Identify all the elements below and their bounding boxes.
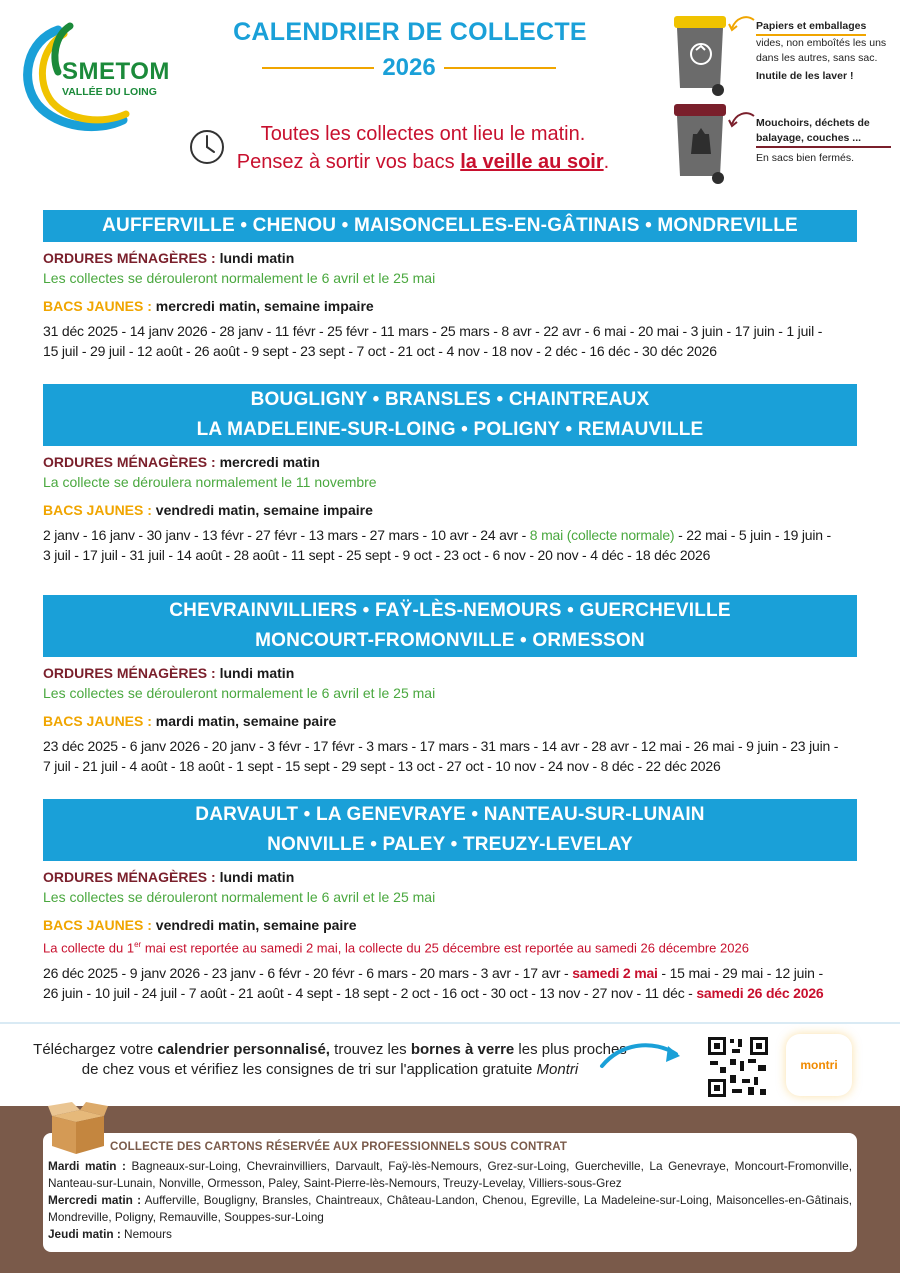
cardboard-wednesday bbox=[48, 1192, 852, 1226]
arrow-icon bbox=[728, 14, 756, 36]
app-promo-line-2 bbox=[30, 1060, 630, 1080]
bj-report-note bbox=[43, 935, 857, 958]
bj-schedule bbox=[43, 500, 857, 520]
om-note: La collecte se déroulera normalement le 11 novembre bbox=[43, 474, 377, 490]
yellow-bin-icon bbox=[672, 14, 730, 98]
bj-day: vendredi matin, semaine impaire bbox=[155, 502, 373, 518]
bj-dates bbox=[43, 736, 857, 776]
day-communes: Bagneaux-sur-Loing, Chevrainvilliers, Darvault, Faÿ-lès-Nemours, Grez-sur-Loing, Guercheville, La Genevraye, Moncourt-Fromonville, Nanteau-sur-Lunain, Nonville, Ormesson, Paley, Saint-Pierre-lès-Nemours, Treuzy-Levelay, Villiers-sous-Grez bbox=[48, 1159, 852, 1190]
promo-text: trouvez les bbox=[329, 1041, 411, 1058]
bj-schedule bbox=[43, 296, 857, 316]
zone-1 bbox=[43, 210, 857, 361]
dates-text: - 15 mai - 29 mai - 12 juin - bbox=[657, 965, 823, 982]
dates-line: 3 juil - 17 juil - 31 juil - 14 août - 28 août - 11 sept - 25 sept - 9 oct - 23 oct - 6 nov - 20 nov - 4 déc - 18 déc 2026 bbox=[43, 547, 711, 563]
communes-line: AUFFERVILLE • CHENOU • MAISONCELLES-EN-GÂTINAIS • MONDREVILLE bbox=[102, 215, 798, 236]
bj-label: BACS JAUNES : bbox=[43, 298, 152, 314]
dates-text: - 22 mai - 5 juin - 19 juin - bbox=[674, 527, 832, 543]
montri-app-logo[interactable]: montri bbox=[786, 1034, 852, 1096]
header bbox=[0, 0, 900, 200]
dates-line bbox=[43, 525, 857, 545]
communes-line: NONVILLE • PALEY • TREUZY-LEVELAY bbox=[267, 834, 633, 855]
notice-line-2 bbox=[228, 148, 618, 176]
om-note: Les collectes se dérouleront normalement le 6 avril et le 25 mai bbox=[43, 685, 436, 701]
divider bbox=[262, 67, 374, 69]
dates-text: 26 juin - 10 juil - 24 juil - 7 août - 21 août - 4 sept - 18 sept - 2 oct - 16 oct - 30 oct - 13 nov - 27 nov - 11 déc - bbox=[43, 985, 697, 1002]
logo-subtitle: VALLÉE DU LOING bbox=[62, 86, 157, 98]
communes-line: MONCOURT-FROMONVILLE • ORMESSON bbox=[255, 630, 645, 651]
divider bbox=[0, 1022, 900, 1024]
promo-text: Téléchargez votre bbox=[33, 1041, 158, 1058]
app-promo-line-1 bbox=[30, 1040, 630, 1060]
om-day: lundi matin bbox=[219, 665, 295, 681]
cardboard-collection-card bbox=[43, 1133, 857, 1252]
day-communes: Nemours bbox=[120, 1227, 172, 1241]
report-text: mai est reportée au samedi 2 mai, la collecte du 25 décembre est reportée au samedi 26 décembre 2026 bbox=[141, 940, 749, 956]
arrow-icon bbox=[728, 110, 756, 132]
om-schedule bbox=[43, 663, 857, 683]
dates-line bbox=[43, 963, 857, 983]
zone-3 bbox=[43, 595, 857, 776]
bj-day: mardi matin, semaine paire bbox=[155, 713, 337, 729]
cardboard-title: COLLECTE DES CARTONS RÉSERVÉE AUX PROFESSIONNELS SOUS CONTRAT bbox=[110, 1141, 568, 1153]
year-row bbox=[262, 54, 556, 82]
app-promo-text bbox=[30, 1040, 630, 1080]
zone-communes bbox=[43, 384, 857, 446]
clock-icon bbox=[188, 128, 226, 166]
day-label: Mardi matin : bbox=[48, 1159, 126, 1173]
promo-app-name: Montri bbox=[536, 1061, 579, 1078]
zone-communes bbox=[43, 799, 857, 861]
promo-text: les plus proches bbox=[514, 1041, 627, 1058]
promo-text: de chez vous et vérifiez les consignes de tri sur l'application gratuite bbox=[81, 1061, 537, 1078]
bj-schedule bbox=[43, 711, 857, 731]
communes-line: LA MADELEINE-SUR-LOING • POLIGNY • REMAUVILLE bbox=[196, 419, 704, 440]
divider bbox=[444, 67, 556, 69]
arrow-icon bbox=[598, 1036, 688, 1076]
legend-title: Papiers et emballages bbox=[756, 19, 866, 36]
year: 2026 bbox=[382, 54, 436, 81]
communes-line: CHEVRAINVILLIERS • FAŸ-LÈS-NEMOURS • GUERCHEVILLE bbox=[169, 600, 731, 621]
bj-dates bbox=[43, 963, 857, 1003]
communes-line: DARVAULT • LA GENEVRAYE • NANTEAU-SUR-LUNAIN bbox=[195, 804, 705, 825]
day-label: Jeudi matin : bbox=[48, 1227, 121, 1241]
om-label: ORDURES MÉNAGÈRES : bbox=[43, 665, 216, 681]
bj-label: BACS JAUNES : bbox=[43, 917, 152, 933]
promo-emph: calendrier personnalisé, bbox=[157, 1041, 330, 1058]
dates-line: 7 juil - 21 juil - 4 août - 18 août - 1 sept - 15 sept - 29 sept - 13 oct - 27 oct - 10 nov - 24 nov - 8 déc - 22 déc 2026 bbox=[43, 758, 721, 774]
om-label: ORDURES MÉNAGÈRES : bbox=[43, 869, 216, 885]
logo-name: SMETOM bbox=[62, 58, 170, 85]
dates-line: 31 déc 2025 - 14 janv 2026 - 28 janv - 11 févr - 25 févr - 11 mars - 25 mars - 8 avr - 22 avr - 6 mai - 20 mai - 3 juin - 17 juin - 1 juil - bbox=[43, 323, 823, 339]
bj-day: vendredi matin, semaine paire bbox=[155, 917, 357, 933]
report-text: La collecte du 1 bbox=[43, 940, 135, 956]
dates-report: samedi 26 déc 2026 bbox=[696, 985, 824, 1002]
om-schedule bbox=[43, 452, 857, 472]
om-note: Les collectes se dérouleront normalement le 6 avril et le 25 mai bbox=[43, 889, 436, 905]
zone-communes bbox=[43, 210, 857, 242]
om-day: lundi matin bbox=[219, 869, 295, 885]
dates-line bbox=[43, 983, 857, 1003]
bj-schedule bbox=[43, 915, 857, 935]
household-bin-icon bbox=[672, 102, 730, 186]
zone-4 bbox=[43, 799, 857, 1003]
om-label: ORDURES MÉNAGÈRES : bbox=[43, 454, 216, 470]
dates-line: 23 déc 2025 - 6 janv 2026 - 20 janv - 3 févr - 17 févr - 3 mars - 17 mars - 31 mars - 14 avr - 28 avr - 12 mai - 26 mai - 9 juin - 23 juin - bbox=[43, 738, 839, 754]
legend-title: Mouchoirs, déchets de balayage, couches ... bbox=[756, 116, 891, 148]
om-day: mercredi matin bbox=[219, 454, 320, 470]
collection-notice bbox=[228, 120, 618, 176]
notice-text: . bbox=[603, 151, 610, 173]
notice-emphasis: la veille au soir bbox=[460, 151, 604, 173]
dates-normal-note: 8 mai (collecte normale) bbox=[529, 527, 675, 543]
day-label: Mercredi matin : bbox=[48, 1193, 142, 1207]
dates-report: samedi 2 mai bbox=[572, 965, 658, 982]
report-sup: er bbox=[134, 940, 142, 949]
dates-text: 2 janv - 16 janv - 30 janv - 13 févr - 27 févr - 13 mars - 27 mars - 10 avr - 24 avr - bbox=[43, 527, 530, 543]
om-schedule bbox=[43, 867, 857, 887]
communes-line: BOUGLIGNY • BRANSLES • CHAINTREAUX bbox=[250, 389, 650, 410]
legend-strong: Inutile de les laver ! bbox=[756, 70, 854, 82]
page-title: CALENDRIER DE COLLECTE bbox=[233, 18, 587, 46]
om-note: Les collectes se dérouleront normalement le 6 avril et le 25 mai bbox=[43, 270, 436, 286]
bj-label: BACS JAUNES : bbox=[43, 502, 152, 518]
om-day: lundi matin bbox=[219, 250, 295, 266]
promo-emph: bornes à verre bbox=[410, 1041, 515, 1058]
zone-communes bbox=[43, 595, 857, 657]
bj-day: mercredi matin, semaine impaire bbox=[155, 298, 374, 314]
bj-label: BACS JAUNES : bbox=[43, 713, 152, 729]
dates-text: 26 déc 2025 - 9 janv 2026 - 23 janv - 6 févr - 20 févr - 6 mars - 20 mars - 3 avr - 17 avr - bbox=[43, 965, 573, 982]
dates-line: 15 juil - 29 juil - 12 août - 26 août - 9 sept - 23 sept - 7 oct - 21 oct - 4 nov - 18 nov - 2 déc - 16 déc - 30 déc 2026 bbox=[43, 343, 717, 359]
om-schedule bbox=[43, 248, 857, 268]
cardboard-thursday bbox=[48, 1226, 852, 1243]
day-communes: Aufferville, Bougligny, Bransles, Chaintreaux, Château-Landon, Chenou, Egreville, La Madeleine-sur-Loing, Maisoncelles-en-Gâtinais, Mondreville, Poligny, Remauville, Souppes-sur-Loing bbox=[48, 1193, 853, 1224]
zone-2 bbox=[43, 384, 857, 565]
notice-line-1: Toutes les collectes ont lieu le matin. bbox=[260, 123, 586, 145]
cardboard-tuesday bbox=[48, 1158, 852, 1192]
notice-text: Pensez à sortir vos bacs bbox=[236, 151, 461, 173]
qr-code-icon[interactable] bbox=[706, 1035, 770, 1099]
om-label: ORDURES MÉNAGÈRES : bbox=[43, 250, 216, 266]
bj-dates bbox=[43, 321, 857, 361]
legend-text: vides, non emboîtés les uns dans les autres, sans sac. bbox=[756, 37, 887, 64]
legend-text: En sacs bien fermés. bbox=[756, 152, 855, 164]
yellow-bin-legend bbox=[756, 19, 891, 84]
cardboard-box-icon bbox=[46, 1100, 108, 1156]
bj-dates bbox=[43, 525, 857, 565]
household-bin-legend bbox=[756, 116, 891, 166]
